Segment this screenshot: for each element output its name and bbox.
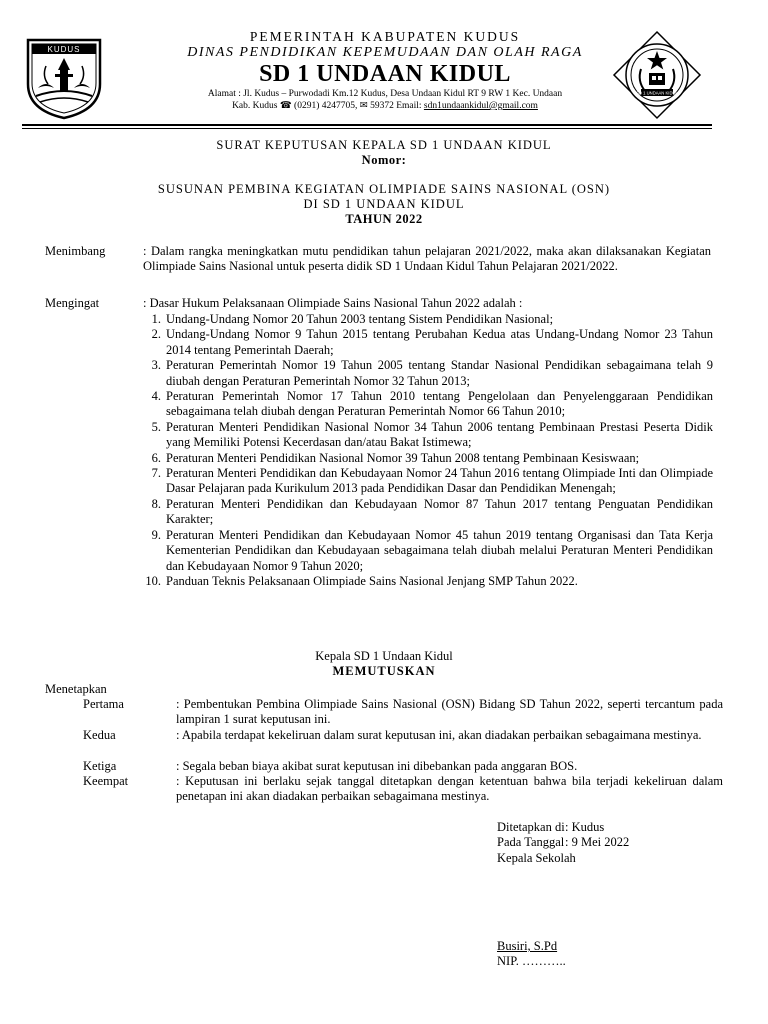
list-item [145, 312, 713, 327]
list-item-text: Undang-Undang Nomor 20 Tahun 2003 tentang Sistem Pendidikan Nasional; [166, 312, 554, 326]
signer-block [497, 939, 727, 970]
list-item-number: 8. [151, 496, 161, 511]
list-item-text: Panduan Teknis Pelaksanaan Olimpiade Sains Nasional Jenjang SMP Tahun 2022. [166, 573, 578, 588]
decision-item-label: Ketiga [83, 759, 117, 773]
contact-prefix: Kab. Kudus ☎ (0291) 4247705, ✉ 59372 Email: [232, 101, 424, 111]
list-item [145, 358, 713, 389]
list-item-number: 6. [151, 450, 161, 465]
decision-item-text: : Segala beban biaya akibat surat keputusan ini dibebankan pada anggaran BOS. [176, 759, 578, 773]
list-item-number: 5. [151, 419, 161, 434]
logo-right-caption: SD 1 UNDAAN KIDUL [636, 90, 678, 96]
school-logo-icon [611, 29, 703, 121]
list-item-text: Peraturan Menteri Pendidikan dan Kebudayaan Nomor 87 Tahun 2017 tentang Penguatan Pendidikan Karakter; [166, 496, 713, 527]
decree-title [0, 138, 768, 168]
letterhead [150, 29, 620, 112]
list-item-text: Peraturan Menteri Pendidikan Nasional Nomor 34 Tahun 2006 tentang Pembinaan Prestasi Peserta Didik yang Memiliki Potensi Kecerdasan dan/atau Bakat Istimewa; [166, 419, 713, 450]
agency-name: DINAS PENDIDIKAN KEPEMUDAAN DAN OLAH RAGA [187, 45, 583, 60]
signer-name: Busiri, S.Pd [497, 939, 558, 953]
place-value: : Kudus [565, 820, 605, 834]
logo-left-caption: KUDUS [47, 45, 81, 54]
list-item-number: 4. [151, 389, 161, 404]
date-label: Pada Tanggal [497, 835, 565, 850]
list-item [145, 327, 713, 358]
list-item [145, 497, 713, 528]
decision-item-text: : Pembentukan Pembina Olimpiade Sains Nasional (OSN) Bidang SD Tahun 2022, seperti tercantum pada lampiran 1 surat keputusan ini. [176, 697, 723, 727]
list-item [145, 466, 713, 497]
list-item [145, 420, 713, 451]
signer-position: Kepala Sekolah [497, 850, 576, 865]
address-line: Alamat : Jl. Kudus – Purwodadi Km.12 Kudus, Desa Undaan Kidul RT 9 RW 1 Kec. Undaan [207, 89, 563, 99]
contact-line [150, 100, 620, 112]
list-item [145, 389, 713, 420]
menimbang-label: Menimbang [45, 244, 106, 258]
list-item-number: 3. [151, 358, 161, 373]
place-label: Ditetapkan di [497, 820, 565, 834]
decision-item-text: : Keputusan ini berlaku sejak tanggal ditetapkan dengan ketentuan bahwa bila terjadi kekeliruan dalam penetapan ini akan diadakan perbaikan sebagaimana mestinya. [176, 774, 723, 804]
email-link[interactable]: sdn1undaankidul@gmail.com [423, 101, 538, 111]
date-row [497, 835, 727, 850]
list-item-number: 9. [151, 527, 161, 542]
decree-subject [0, 182, 768, 227]
decree-number: Nomor: [361, 153, 407, 167]
menimbang-text: : Dalam rangka meningkatkan mutu pendidikan tahun pelajaran 2021/2022, maka akan dilaksanakan Kegiatan Olimpiade Sains Nasional untuk peserta didik SD 1 Undaan Kidul Tahun Pelajaran 2021/2022. [143, 244, 711, 274]
decision-item-text: : Apabila terdapat kekeliruan dalam surat keputusan ini, akan diadakan perbaikan sebagaimana mestinya. [176, 728, 702, 742]
subject-line-1: SUSUNAN PEMBINA KEGIATAN OLIMPIADE SAINS NASIONAL (OSN) [157, 182, 611, 196]
legal-basis-list [145, 312, 713, 589]
list-item [145, 528, 713, 574]
list-item-text: Peraturan Menteri Pendidikan Nasional Nomor 39 Tahun 2008 tentang Pembinaan Kesiswaan; [166, 450, 640, 465]
list-item-text: Undang-Undang Nomor 9 Tahun 2015 tentang Perubahan Kedua atas Undang-Undang Nomor 23 Tahun 2014 tentang Pemerintah Daerah; [166, 327, 713, 357]
decision-heading [0, 649, 768, 680]
government-name: PEMERINTAH KABUPATEN KUDUS [249, 29, 521, 44]
decision-authority: Kepala SD 1 Undaan Kidul [315, 649, 453, 663]
list-item [145, 574, 713, 589]
decision-item-label: Pertama [83, 697, 124, 711]
decision-item-label: Kedua [83, 728, 116, 742]
subject-line-2: DI SD 1 UNDAAN KIDUL [303, 197, 465, 211]
list-item-text: Peraturan Pemerintah Nomor 17 Tahun 2010 tentang Pengelolaan dan Penyelenggaraan Pendidikan sebagaimana telah diubah dengan Peraturan Pemerintah Nomor 66 Tahun 2010; [166, 389, 713, 419]
list-item-text: Peraturan Menteri Pendidikan dan Kebudayaan Nomor 45 tahun 2019 tentang Organisasi dan Tata Kerja Kementerian Pendidikan dan Kebudayaan sebagaimana telah diubah melalui Peraturan Menteri Pendidikan dan Kebudayaan Nomor 9 Tahun 2020; [166, 527, 713, 573]
list-item-number: 2. [151, 327, 161, 342]
school-name: SD 1 UNDAAN KIDUL [259, 61, 511, 87]
list-item-number: 10. [145, 573, 161, 588]
letterhead-rule-thin [22, 128, 712, 129]
subject-year: TAHUN 2022 [345, 212, 423, 226]
list-item-number: 1. [151, 312, 161, 326]
mengingat-label: Mengingat [45, 296, 100, 310]
mengingat-intro: : Dasar Hukum Pelaksanaan Olimpiade Sains Nasional Tahun 2022 adalah : [143, 296, 523, 310]
list-item-text: Peraturan Pemerintah Nomor 19 Tahun 2005 tentang Standar Nasional Pendidikan sebagaimana telah 9 diubah dengan Peraturan Pemerintah Nomor 32 Tahun 2013; [166, 358, 713, 388]
list-item-text: Peraturan Menteri Pendidikan dan Kebudayaan Nomor 24 Tahun 2016 tentang Olimpiade Inti dan Olimpiade Dasar Pelajaran pada Kurikulum 2013 pada Pendidikan Dasar dan Pendidikan Menengah; [166, 466, 713, 496]
letterhead-rule-thick [22, 124, 712, 126]
list-item-number: 7. [151, 466, 161, 481]
signature-block [497, 820, 727, 866]
signer-nip: NIP. ……….. [497, 954, 566, 969]
list-item [145, 451, 713, 466]
decree-title-line: SURAT KEPUTUSAN KEPALA SD 1 UNDAAN KIDUL [216, 138, 552, 152]
date-value: : 9 Mei 2022 [565, 835, 630, 850]
place-row [497, 820, 727, 835]
menetapkan-label: Menetapkan [45, 682, 107, 696]
decision-verb: MEMUTUSKAN [332, 664, 436, 679]
decision-item-label: Keempat [83, 774, 129, 788]
kudus-regency-logo-icon [22, 36, 106, 120]
